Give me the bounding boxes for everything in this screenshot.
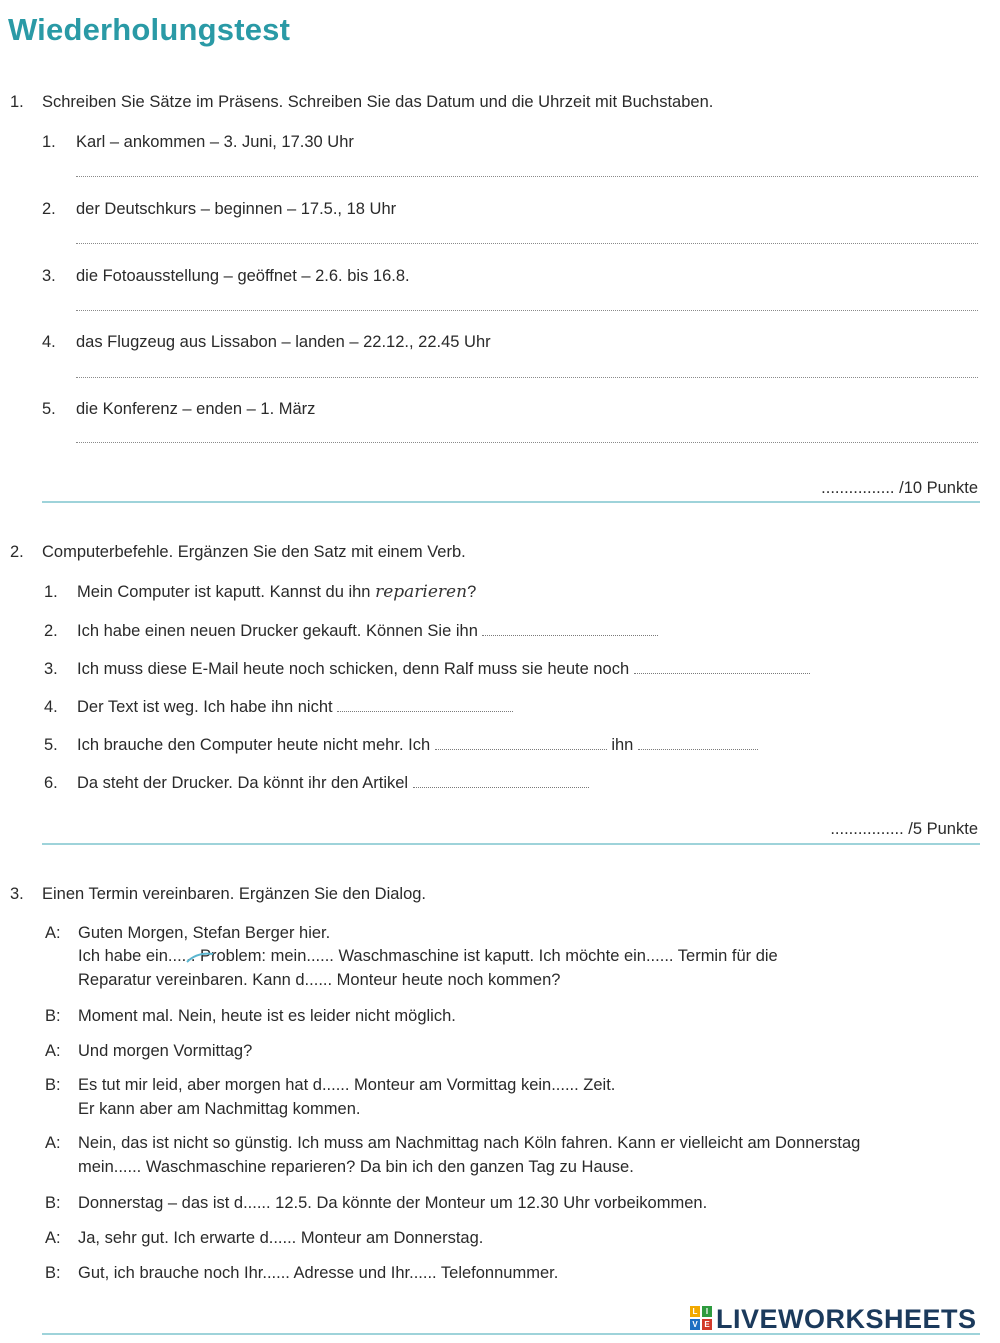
s1-item-prompt: Karl – ankommen – 3. Juni, 17.30 Uhr xyxy=(76,133,354,151)
section-1-instruction: Schreiben Sie Sätze im Präsens. Schreiben Sie das Datum und die Uhrzeit mit Buchstaben. xyxy=(42,93,714,111)
dialog-line: Es tut mir leid, aber morgen hat d...... Monteur am Vormittag kein...... Zeit. xyxy=(78,1076,616,1094)
s2-score: ................ /5 Punkte xyxy=(830,820,978,838)
s1-answer-line-2[interactable] xyxy=(76,243,978,244)
s2-example-answer: reparieren xyxy=(375,582,468,602)
s2-blank-input[interactable] xyxy=(413,773,589,788)
s2-item-4 xyxy=(77,697,513,717)
dialog-line: Nein, das ist nicht so günstig. Ich muss am Nachmittag nach Köln fahren. Kann er vielleicht am Donnerstag xyxy=(78,1134,861,1152)
s1-answer-line-4[interactable] xyxy=(76,377,978,378)
s2-item-3 xyxy=(77,659,810,679)
dialog-speaker: B: xyxy=(45,1194,61,1212)
s2-item-number: 3. xyxy=(44,660,58,678)
s2-item-text: Ich habe einen neuen Drucker gekauft. Können Sie ihn xyxy=(77,622,478,640)
s2-item-text: ihn xyxy=(611,736,634,754)
dialog-line: Gut, ich brauche noch Ihr...... Adresse und Ihr...... Telefonnummer. xyxy=(78,1264,559,1282)
dialog-line: Guten Morgen, Stefan Berger hier. xyxy=(78,924,331,942)
s2-item-1 xyxy=(77,582,476,602)
s1-item-number: 4. xyxy=(42,333,56,351)
dialog-line: Moment mal. Nein, heute ist es leider nicht möglich. xyxy=(78,1007,456,1025)
dialog-speaker: B: xyxy=(45,1076,61,1094)
s2-blank-input[interactable] xyxy=(435,735,607,750)
dialog-speaker: A: xyxy=(45,1229,61,1247)
s2-item-number: 5. xyxy=(44,736,58,754)
dialog-speaker: A: xyxy=(45,924,61,942)
s2-item-text: Mein Computer ist kaputt. Kannst du ihn xyxy=(77,583,371,601)
section-1-number: 1. xyxy=(10,93,24,111)
s2-item-punct: ? xyxy=(467,583,477,601)
s1-item-prompt: die Konferenz – enden – 1. März xyxy=(76,400,316,418)
s1-answer-line-1[interactable] xyxy=(76,176,978,177)
s2-blank-input[interactable] xyxy=(638,735,758,750)
s1-score: ................ /10 Punkte xyxy=(821,479,978,497)
s2-item-6 xyxy=(77,773,589,793)
s1-item-number: 3. xyxy=(42,267,56,285)
dialog-speaker: A: xyxy=(45,1042,61,1060)
s1-answer-line-5[interactable] xyxy=(76,442,978,443)
worksheet-title: Wiederholungstest xyxy=(8,12,291,47)
dialog-line: Und morgen Vormittag? xyxy=(78,1042,253,1060)
section-divider xyxy=(42,843,980,845)
dialog-line: Ja, sehr gut. Ich erwarte d...... Monteur am Donnerstag. xyxy=(78,1229,484,1247)
s1-item-prompt: das Flugzeug aus Lissabon – landen – 22.12., 22.45 Uhr xyxy=(76,333,491,351)
section-2-instruction: Computerbefehle. Ergänzen Sie den Satz mit einem Verb. xyxy=(42,543,466,561)
s2-item-text: Ich brauche den Computer heute nicht mehr. Ich xyxy=(77,736,431,754)
s1-answer-line-3[interactable] xyxy=(76,310,978,311)
dialog-line: Reparatur vereinbaren. Kann d...... Monteur heute noch kommen? xyxy=(78,971,561,989)
liveworksheets-wordmark: LIVEWORKSHEETS xyxy=(716,1304,977,1334)
s2-blank-input[interactable] xyxy=(482,621,658,636)
s2-item-text: Ich muss diese E-Mail heute noch schicken, denn Ralf muss sie heute noch xyxy=(77,660,630,678)
s2-blank-input[interactable] xyxy=(634,659,810,674)
section-divider xyxy=(42,501,980,503)
dialog-line: mein...... Waschmaschine reparieren? Da bin ich den ganzen Tag zu Hause. xyxy=(78,1158,634,1176)
dialog-line: Donnerstag – das ist d...... 12.5. Da könnte der Monteur um 12.30 Uhr vorbeikommen. xyxy=(78,1194,708,1212)
dialog-speaker: B: xyxy=(45,1264,61,1282)
section-3-number: 3. xyxy=(10,885,24,903)
dialog-line: Er kann aber am Nachmittag kommen. xyxy=(78,1100,361,1118)
s1-item-number: 2. xyxy=(42,200,56,218)
s2-item-number: 1. xyxy=(44,583,58,601)
s2-item-number: 2. xyxy=(44,622,58,640)
s2-item-text: Der Text ist weg. Ich habe ihn nicht xyxy=(77,698,333,716)
s2-item-number: 4. xyxy=(44,698,58,716)
s1-item-number: 1. xyxy=(42,133,56,151)
s1-item-prompt: der Deutschkurs – beginnen – 17.5., 18 Uhr xyxy=(76,200,397,218)
handwritten-mark xyxy=(185,950,215,964)
section-3-instruction: Einen Termin vereinbaren. Ergänzen Sie den Dialog. xyxy=(42,885,427,903)
s2-item-text: Da steht der Drucker. Da könnt ihr den Artikel xyxy=(77,774,409,792)
s1-item-prompt: die Fotoausstellung – geöffnet – 2.6. bis 16.8. xyxy=(76,267,410,285)
dialog-line: Ich habe ein...... Problem: mein...... Waschmaschine ist kaputt. Ich möchte ein...... Termin für die xyxy=(78,947,778,965)
s2-item-5 xyxy=(77,735,758,755)
s2-item-2 xyxy=(77,621,658,641)
liveworksheets-logo-icon: L I V E xyxy=(690,1306,712,1330)
s2-item-number: 6. xyxy=(44,774,58,792)
s1-item-number: 5. xyxy=(42,400,56,418)
dialog-speaker: B: xyxy=(45,1007,61,1025)
s2-blank-input[interactable] xyxy=(337,697,513,712)
dialog-speaker: A: xyxy=(45,1134,61,1152)
section-2-number: 2. xyxy=(10,543,24,561)
